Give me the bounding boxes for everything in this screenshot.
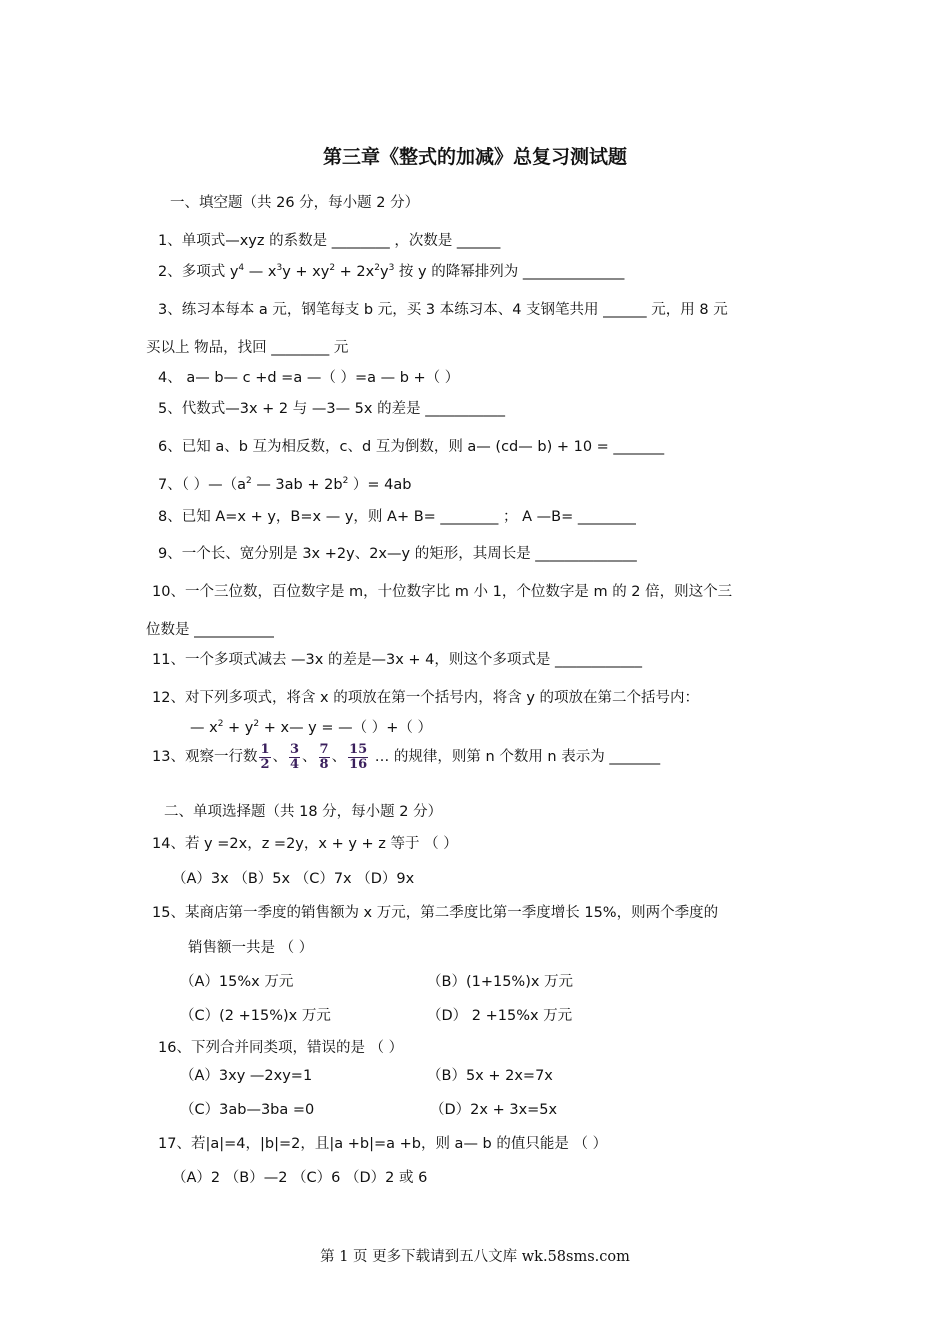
question-16-option-a: （A）3xy —2xy=1 [180,1068,313,1084]
question-16: 16、下列合并同类项，错误的是 （ ） [158,1040,404,1056]
question-16-option-c: （C）3ab—3ba =0 [180,1102,315,1118]
question-12-line-2: — $x^2 + y^2$ + x— y = —（ ）+（ ） [190,719,432,736]
fraction-1-2: $\frac{1}{2}$ [260,741,270,772]
question-4: 4、 a— b— c +d =a —（ ）=a — b +（ ） [158,370,460,386]
question-10-line-2: 位数是 ___________ [146,622,274,638]
question-15-option-d: （D） 2 +15%x 万元 [427,1008,573,1024]
question-3-line-2: 买以上 物品，找回 ________ 元 [146,340,349,356]
fraction-7-8: $\frac{7}{8}$ [319,741,329,772]
question-1: 1、单项式—xyz 的系数是 ________ ，次数是 ______ [158,233,501,249]
question-13: 13、观察一行数 $\frac{1}{2}$ 、 $\frac{3}{4}$ 、 $\frac{7}{8}$ 、 $\frac{15}{16}$ … 的规律，则第 n 个数用 n 表示为 _______ [152,741,661,772]
question-16-option-d: （D）2x + 3x=5x [430,1102,558,1118]
question-17-options: （A）2 （B）—2 （C）6 （D）2 或 6 [172,1170,428,1186]
section-heading-fill-blank: 一、填空题（共 26 分，每小题 2 分） [170,195,420,211]
question-17: 17、若|a|=4，|b|=2，且|a +b|=a +b，则 a— b 的值只能是 （ ） [158,1136,608,1152]
fraction-15-16: $\frac{15}{16}$ [349,741,368,772]
question-6: 6、已知 a、b 互为相反数，c、d 互为倒数，则 a— (cd— b) + 10 = _______ [158,439,665,455]
question-3-line-1: 3、练习本每本 a 元，钢笔每支 b 元，买 3 本练习本、4 支钢笔共用 ______ 元，用 8 元 [158,302,728,318]
question-16-option-b: （B）5x + 2x=7x [427,1068,553,1084]
question-9: 9、一个长、宽分别是 3x +2y、2x—y 的矩形，其周长是 ______________ [158,546,637,562]
question-14: 14、若 y =2x，z =2y，x + y + z 等于 （ ） [152,836,458,852]
fraction-3-4: $\frac{3}{4}$ [290,741,300,772]
question-7: 7、（ ）$—(a^2$ — $3ab + 2b^2$ ）= 4ab [158,476,412,493]
question-15-line-1: 15、某商店第一季度的销售额为 x 万元，第二季度比第一季度增长 15%，则两个季度的 [152,905,719,921]
question-5: 5、代数式—3x + 2 与 —3— 5x 的差是 ___________ [158,401,505,417]
question-15-option-a: （A）15%x 万元 [180,974,294,990]
question-12-line-1: 12、对下列多项式，将含 x 的项放在第一个括号内，将含 y 的项放在第二个括号内： [152,690,700,706]
question-15-line-2: 销售额一共是 （ ） [188,940,314,956]
question-2: 2、多项式 $y^4$ — $x^3y + xy^2 + 2x^2y^3$ 按 y 的降幂排列为 ______________ [158,263,625,280]
question-14-options: （A）3x （B）5x （C）7x （D）9x [172,871,415,887]
question-15-option-b: （B）(1+15%)x 万元 [427,974,574,990]
question-15-option-c: （C）(2 +15%)x 万元 [180,1008,331,1024]
page-footer: 第 1 页 更多下载请到五八文库 wk.58sms.com [320,1249,630,1265]
question-11: 11、一个多项式减去 —3x 的差是—3x + 4，则这个多项式是 ____________ [152,652,642,668]
question-8: 8、已知 A=x + y，B=x — y，则 A+ B= ________ ； A —B= ________ [158,509,636,525]
question-10-line-1: 10、一个三位数，百位数字是 m，十位数字比 m 小 1，个位数字是 m 的 2 倍，则这个三 [152,584,733,600]
section-heading-multiple-choice: 二、单项选择题（共 18 分，每小题 2 分） [164,804,443,820]
page-title: 第三章《整式的加减》总复习测试题 [322,146,627,168]
